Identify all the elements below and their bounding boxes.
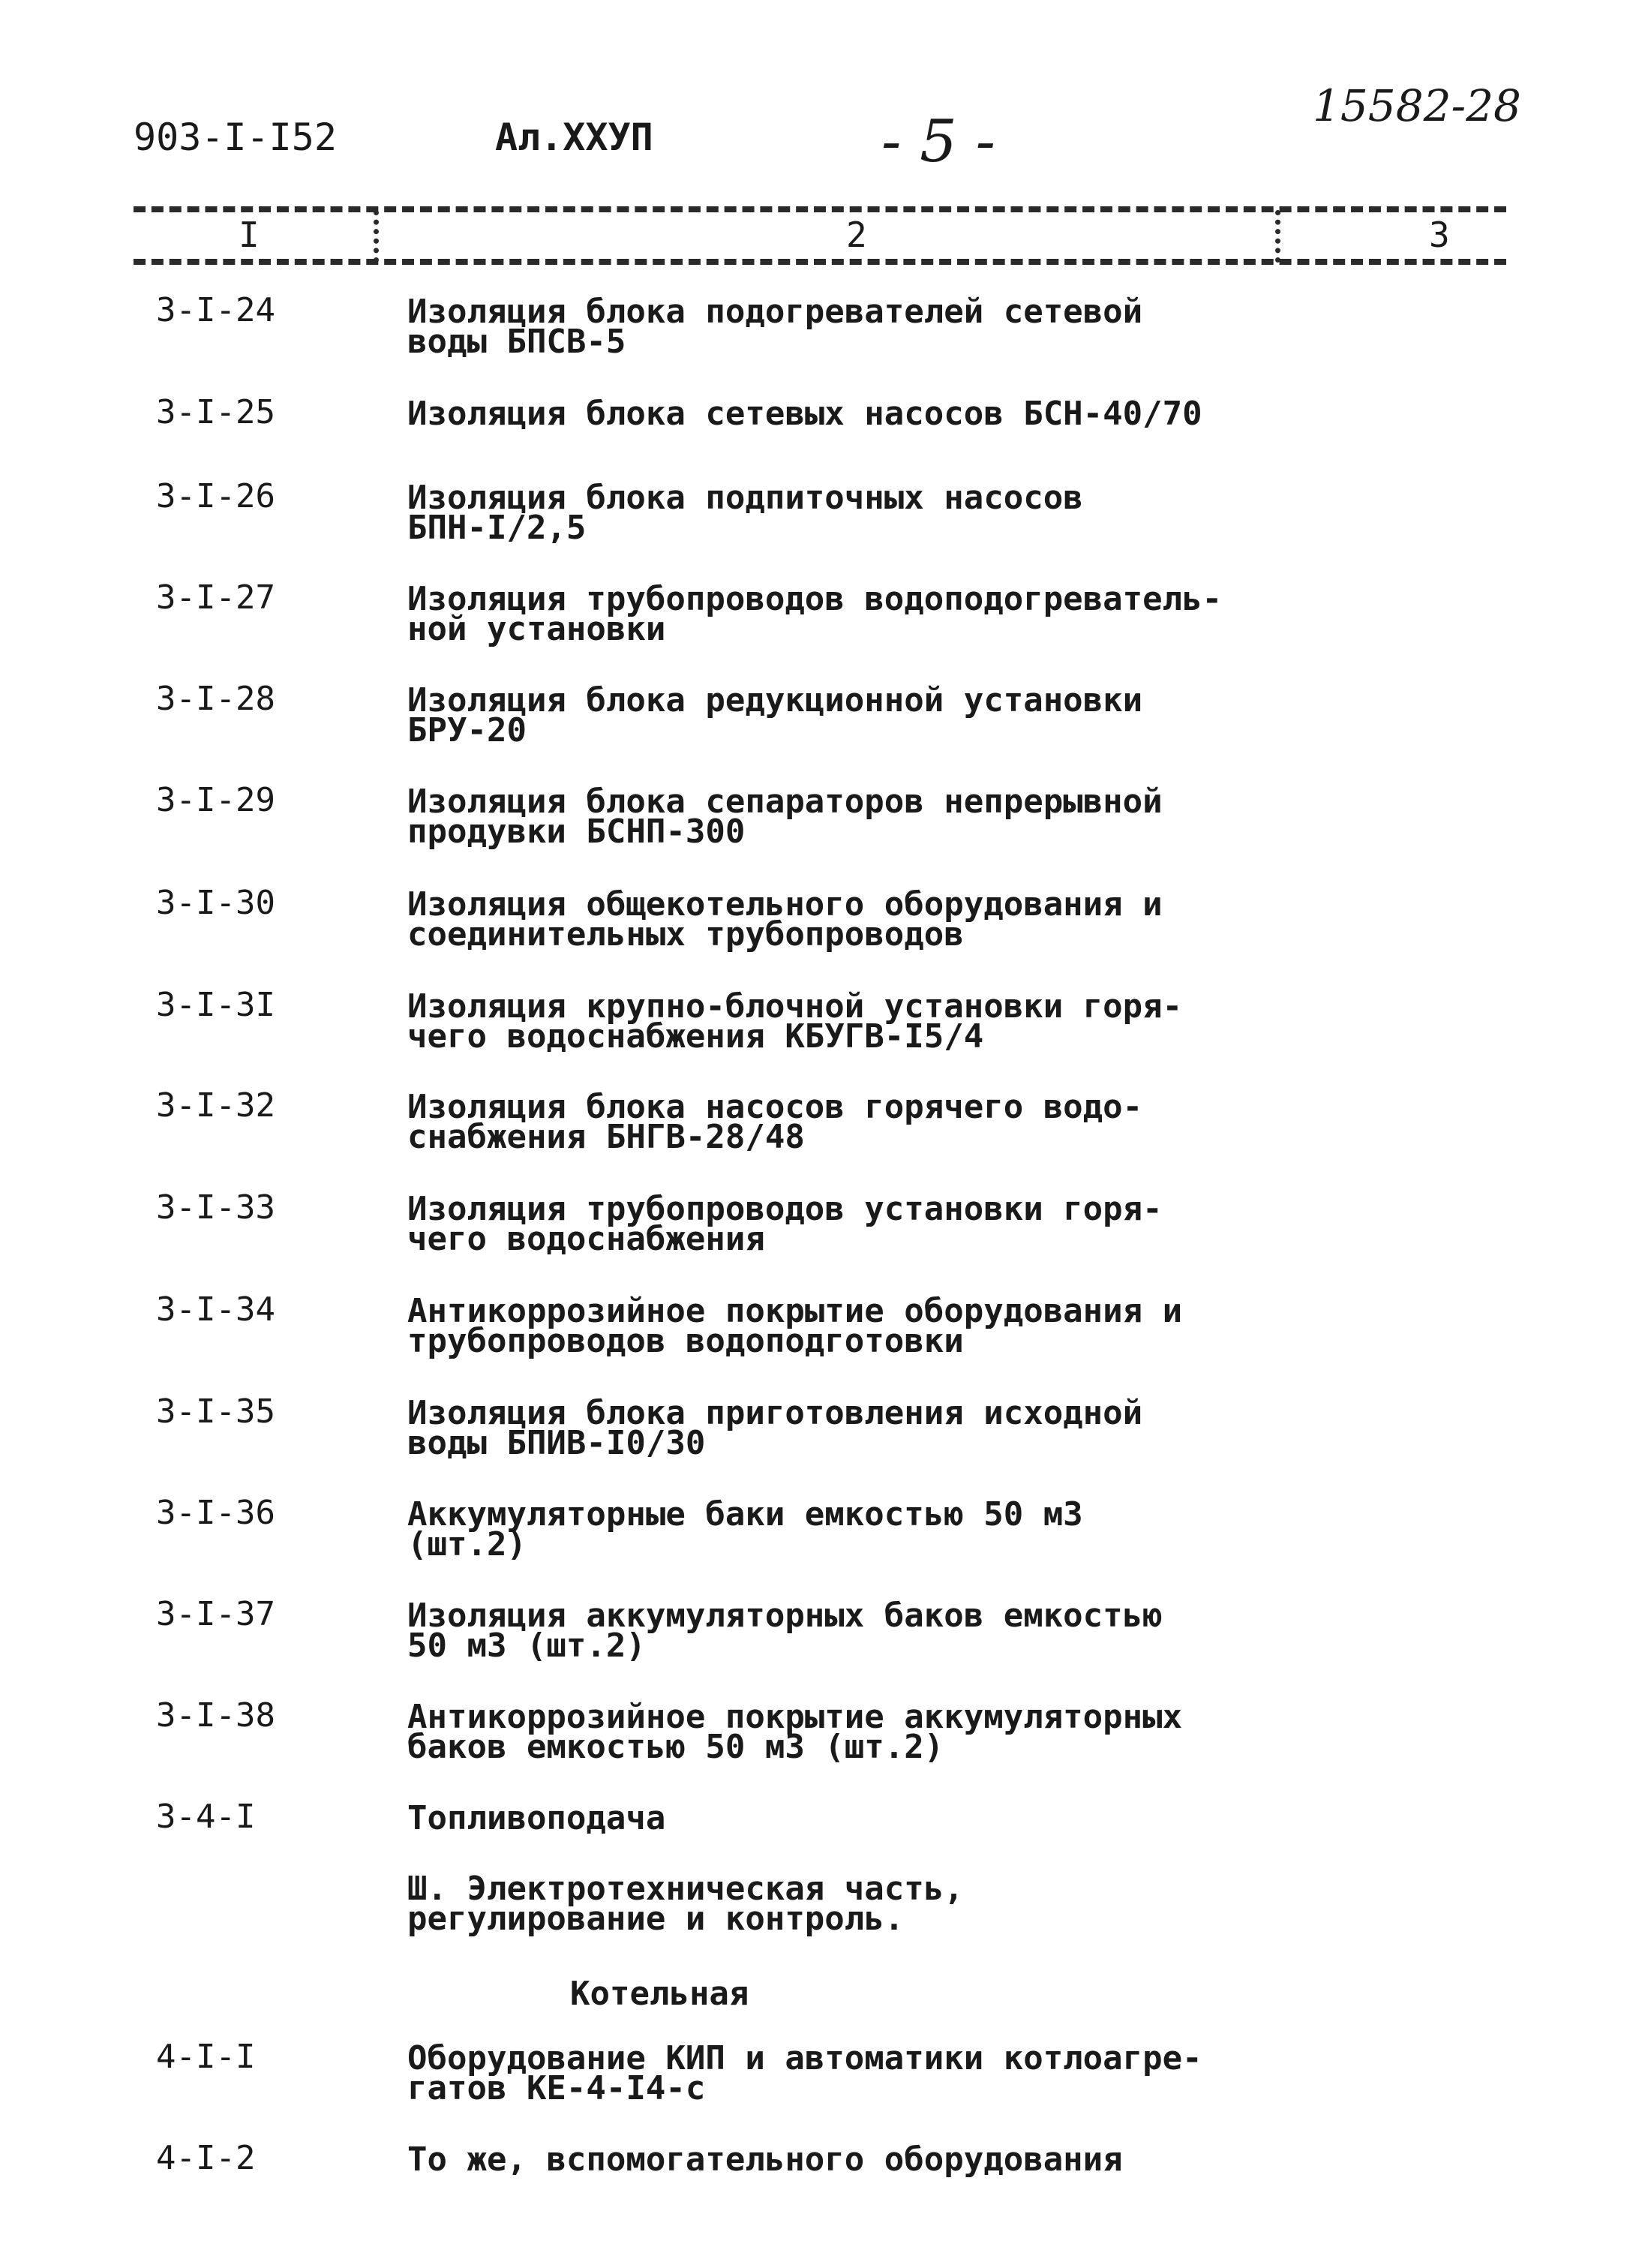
item-title: Топливоподача <box>407 1799 666 1837</box>
item-code: 3-I-30 <box>156 884 275 922</box>
column-separator <box>1275 210 1280 263</box>
item-code: 3-I-28 <box>156 680 275 718</box>
item-title: Изоляция блока редукционной установки БРУ-20 <box>407 681 1143 749</box>
item-title: Изоляция крупно-блочной установки горя- чего водоснабжения КБУГВ-I5/4 <box>407 987 1183 1056</box>
page-number: - 5 - <box>881 108 995 176</box>
item-title: Изоляция блока сетевых насосов БСН-40/70 <box>407 395 1202 433</box>
item-title: Оборудование КИП и автоматики котлоагре- гатов КЕ-4-I4-с <box>407 2039 1202 2107</box>
section-heading: Ш. Электротехническая часть, регулирование и контроль. <box>407 1870 964 1938</box>
table-header-bottom-rule <box>134 259 1506 265</box>
item-code: 4-I-I <box>156 2038 256 2076</box>
item-code: 3-I-32 <box>156 1086 275 1125</box>
item-code: 3-I-36 <box>156 1494 275 1532</box>
doc-code: 903-I-I52 <box>134 116 337 159</box>
subsection-heading: Котельная <box>570 1975 749 2013</box>
item-code: 3-I-29 <box>156 781 275 819</box>
item-title: Изоляция блока насосов горячего водо- снабжения БНГВ-28/48 <box>407 1088 1143 1156</box>
column-number-3: 3 <box>1429 215 1450 255</box>
item-code: 3-I-26 <box>156 477 275 515</box>
item-title: Изоляция блока сепараторов непрерывной продувки БСНП-300 <box>407 783 1163 851</box>
item-code: 3-I-35 <box>156 1392 275 1431</box>
item-title: Изоляция аккумуляторных баков емкостью 50 м3 (шт.2) <box>407 1597 1163 1665</box>
table-header-top-rule <box>134 206 1506 212</box>
item-title: Аккумуляторные баки емкостью 50 м3 (шт.2) <box>407 1495 1083 1564</box>
item-title: То же, вспомогательного оборудования <box>407 2140 1123 2179</box>
item-code: 3-I-34 <box>156 1290 275 1329</box>
column-separator <box>374 210 379 263</box>
album-number: Ал.XXУП <box>495 116 653 159</box>
item-title: Изоляция блока подогревателей сетевой воды БПСВ-5 <box>407 293 1143 361</box>
item-title: Изоляция блока подпиточных насосов БПН-I/2,5 <box>407 479 1083 547</box>
item-code: 3-I-37 <box>156 1595 275 1633</box>
item-title: Изоляция трубопроводов установки горя- чего водоснабжения <box>407 1190 1163 1258</box>
item-code: 3-4-I <box>156 1798 256 1836</box>
item-code: 3-I-33 <box>156 1188 275 1227</box>
item-code: 3-I-3I <box>156 986 275 1024</box>
item-code: 4-I-2 <box>156 2139 256 2177</box>
item-title: Антикоррозийное покрытие аккумуляторных баков емкостью 50 м3 (шт.2) <box>407 1698 1183 1766</box>
column-number-2: 2 <box>846 215 867 255</box>
handwritten-doc-number: 15582-28 <box>1313 80 1521 131</box>
item-title: Изоляция блока приготовления исходной воды БПИВ-I0/30 <box>407 1394 1143 1462</box>
item-title: Изоляция трубопроводов водоподогреватель- ной установки <box>407 580 1223 648</box>
item-title: Антикоррозийное покрытие оборудования и трубопроводов водоподготовки <box>407 1292 1183 1360</box>
item-code: 3-I-27 <box>156 578 275 617</box>
column-number-1: I <box>239 215 260 255</box>
item-code: 3-I-25 <box>156 393 275 431</box>
item-code: 3-I-24 <box>156 291 275 329</box>
item-code: 3-I-38 <box>156 1696 275 1735</box>
item-title: Изоляция общекотельного оборудования и соединительных трубопроводов <box>407 885 1163 954</box>
